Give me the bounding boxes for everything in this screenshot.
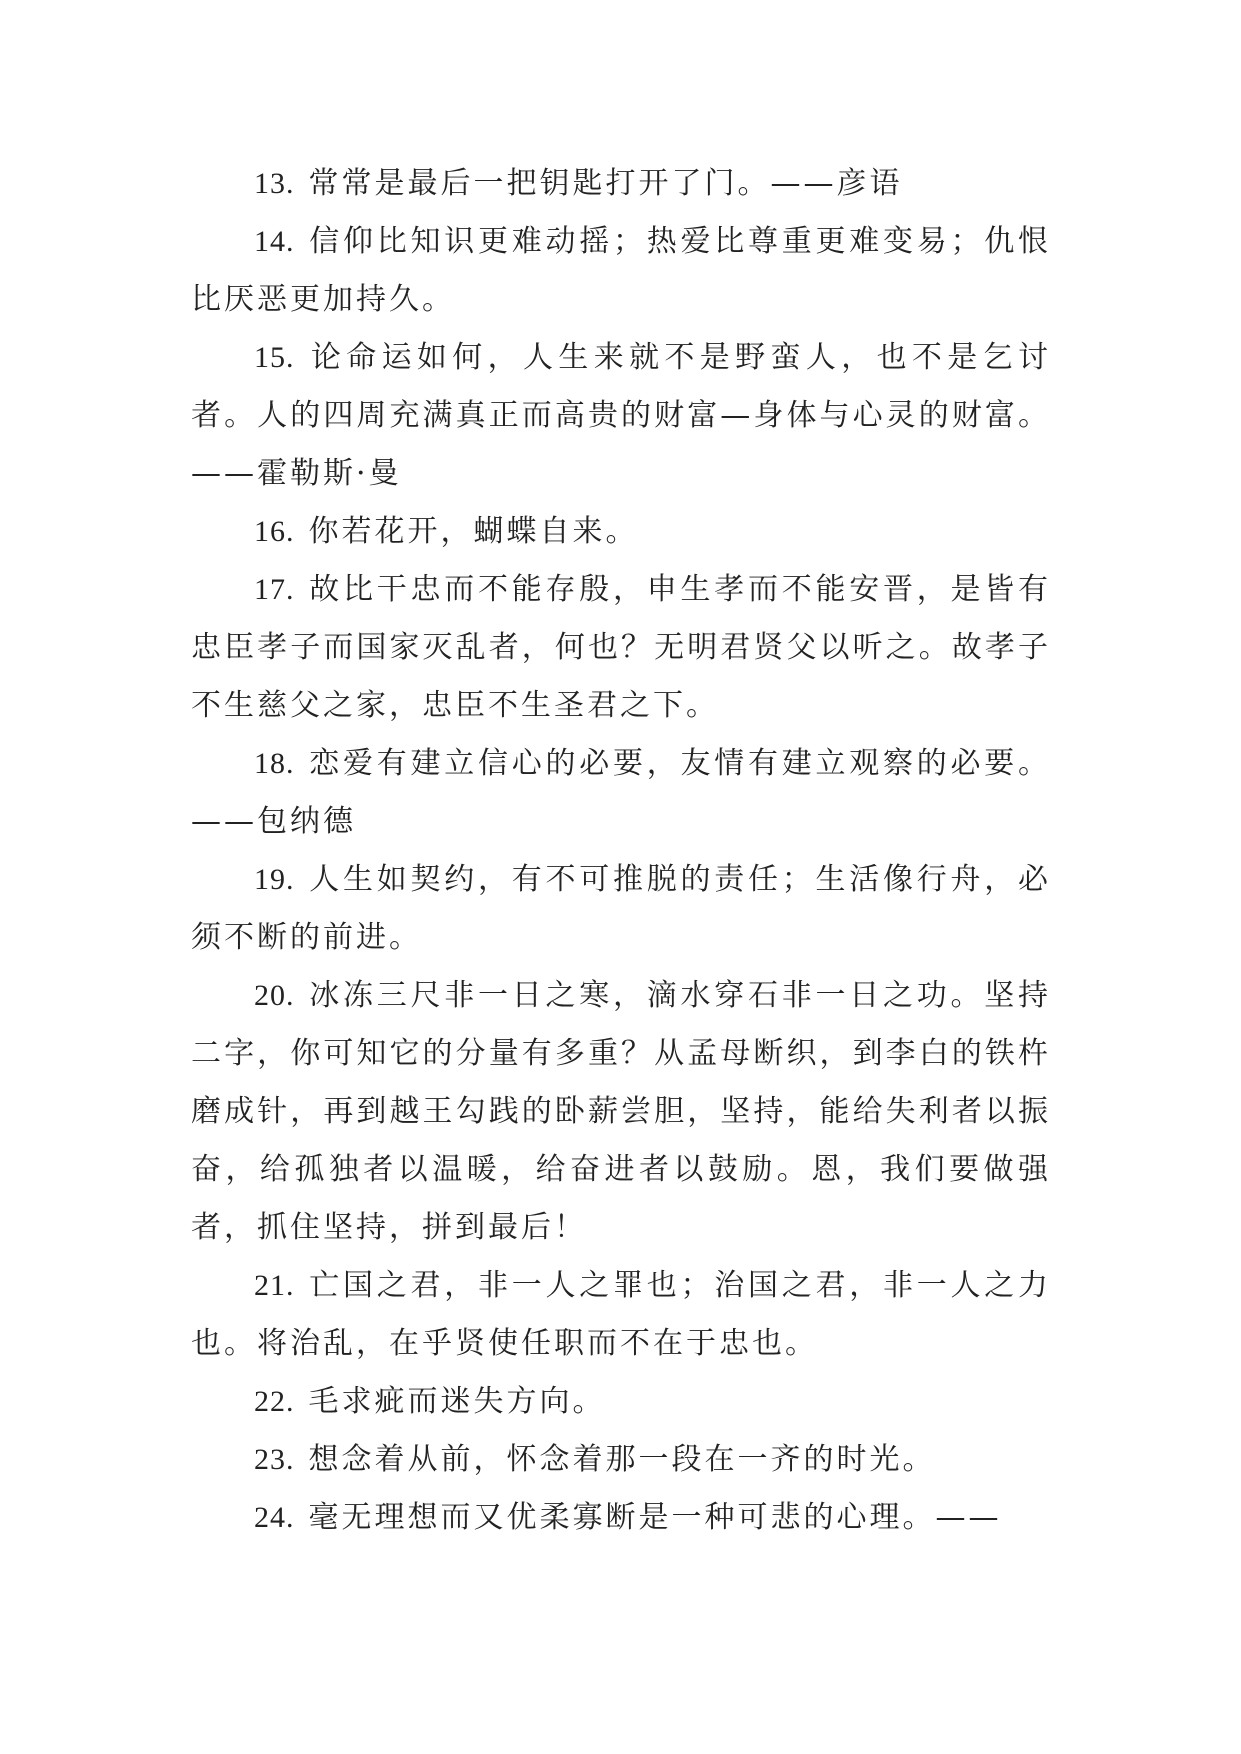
item-number: 17. <box>254 573 295 606</box>
item-text: 毛求疵而迷失方向。 <box>308 1384 606 1419</box>
list-item <box>191 213 1051 329</box>
list-item <box>191 561 1051 735</box>
item-text: 你若花开，蝴蝶自来。 <box>308 514 639 549</box>
document-body <box>191 155 1051 1547</box>
list-item <box>191 967 1051 1257</box>
list-item <box>191 735 1051 851</box>
list-item <box>191 1257 1051 1373</box>
list-item <box>191 503 1051 561</box>
item-number: 14. <box>254 225 295 258</box>
list-item <box>191 1489 1051 1547</box>
list-item <box>191 1373 1051 1431</box>
item-number: 15. <box>254 341 295 374</box>
list-item <box>191 1431 1051 1489</box>
item-number: 24. <box>254 1501 295 1534</box>
item-number: 16. <box>254 515 295 548</box>
item-text: 人生如契约，有不可推脱的责任；生活像行舟，必须不断的前进。 <box>191 862 1051 955</box>
list-item <box>191 155 1051 213</box>
item-text: 毫无理想而又优柔寡断是一种可悲的心理。—— <box>308 1500 1002 1535</box>
list-item <box>191 329 1051 503</box>
item-number: 23. <box>254 1443 295 1476</box>
item-number: 20. <box>254 979 295 1012</box>
item-text: 恋爱有建立信心的必要，友情有建立观察的必要。——包纳德 <box>191 746 1051 839</box>
item-number: 22. <box>254 1385 295 1418</box>
item-text: 信仰比知识更难动摇；热爱比尊重更难变易；仇恨比厌恶更加持久。 <box>191 224 1051 317</box>
item-number: 13. <box>254 167 295 200</box>
item-text: 故比干忠而不能存殷，申生孝而不能安晋，是皆有忠臣孝子而国家灭乱者，何也？无明君贤父以听之。故孝子不生慈父之家，忠臣不生圣君之下。 <box>191 572 1051 723</box>
item-text: 冰冻三尺非一日之寒，滴水穿石非一日之功。坚持二字，你可知它的分量有多重？从孟母断织，到李白的铁杵磨成针，再到越王勾践的卧薪尝胆，坚持，能给失利者以振奋，给孤独者以温暖，给奋进者以鼓励。恩，我们要做强者，抓住坚持，拼到最后！ <box>191 978 1051 1245</box>
item-number: 19. <box>254 863 295 896</box>
list-item <box>191 851 1051 967</box>
item-text: 想念着从前，怀念着那一段在一齐的时光。 <box>308 1442 936 1477</box>
item-number: 18. <box>254 747 295 780</box>
item-text: 论命运如何，人生来就不是野蛮人，也不是乞讨者。人的四周充满真正而高贵的财富—身体与心灵的财富。——霍勒斯·曼 <box>191 340 1051 491</box>
item-text: 常常是最后一把钥匙打开了门。——彦语 <box>308 166 903 201</box>
item-number: 21. <box>254 1269 295 1302</box>
item-text: 亡国之君，非一人之罪也；治国之君，非一人之力也。将治乱，在乎贤使任职而不在于忠也。 <box>191 1268 1051 1361</box>
